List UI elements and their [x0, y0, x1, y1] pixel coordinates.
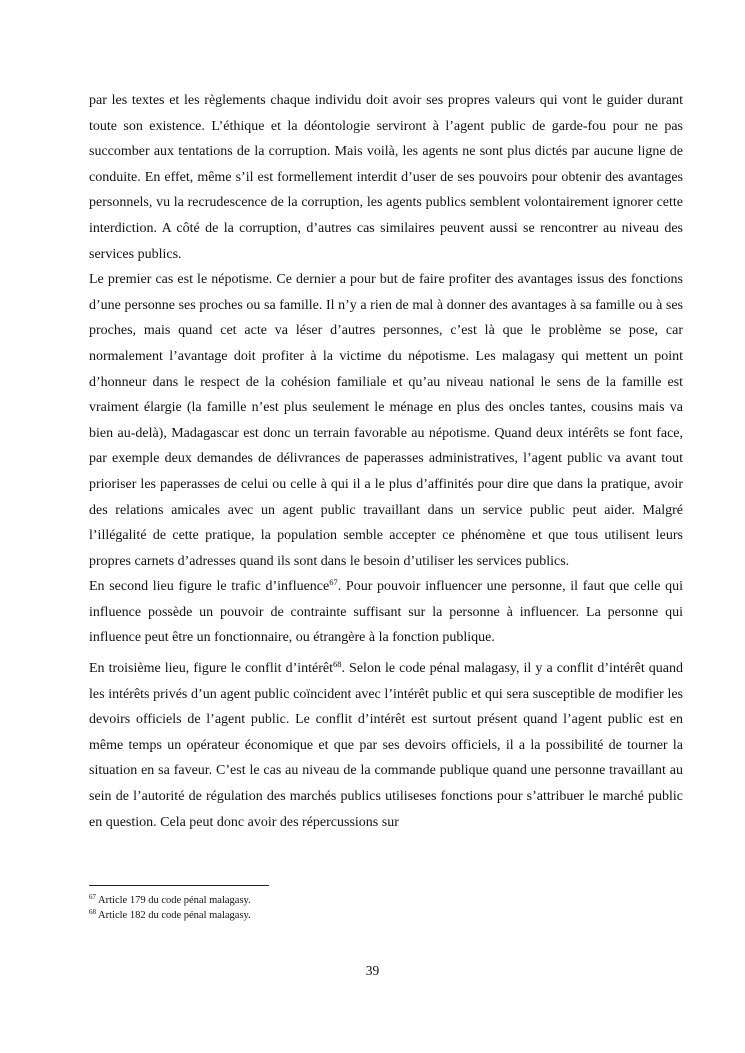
- paragraph-text: . Pour pouvoir influencer une personne, il faut que celle qui influence possède un pouvoir de contrainte suffisant sur la personne à influencer. La personne qui influence peut être un fonctionnaire, ou étrangère à la fonction publique.: [89, 579, 683, 646]
- footnote: [89, 908, 683, 923]
- paragraph-nepotism: Le premier cas est le népotisme. Ce dernier a pour but de faire profiter des avantages issus des fonctions d’une personne ses proches ou sa famille. Il n’y a rien de mal à donner des avantages à sa famille ou à ses proches, mais quand cet acte va léser d’autres personnes, c’est là que le problème se pose, car normalement l’avantage doit profiter à la victime du népotisme. Les malagasy qui mettent un point d’honneur dans le respect de la cohésion familiale et qu’au niveau national le sens de la famille est vraiment élargie (la famille n’est plus seulement le ménage en plus des oncles tantes, cousins mais va bien au-delà), Madagascar est donc un terrain favorable au népotisme. Quand deux intérêts se font face, par exemple deux demandes de délivrances de paperasses administratives, l’agent public va avant tout prioriser les paperasses de celui ou celle à qui il a le plus d’affinités pour dire que dans la pratique, avoir des relations amicales avec un agent public travaillant dans un service public peut aider. Malgré l’illégalité de cette pratique, la population semble accepter ce phénomène et que tous utilisent leurs propres carnets d’adresses quand ils sont dans le besoin d’utiliser les services publics.: [89, 272, 683, 569]
- footnote-number: 68: [89, 908, 96, 916]
- paragraph-text: En second lieu figure le trafic d’influence: [89, 579, 330, 595]
- footnote-reference[interactable]: 67: [329, 577, 338, 588]
- footnote-divider: [89, 885, 269, 886]
- paragraph-influence-trafficking: [89, 574, 683, 651]
- paragraph-text: En troisième lieu, figure le conflit d’intérêt: [89, 661, 333, 677]
- page-number: 39: [365, 963, 380, 978]
- paragraph-text: . Selon le code pénal malagasy, il y a conflit d’intérêt quand les intérêts privés d’un agent public coïncident avec l’intérêt public et qui sera susceptible de modifier les devoirs officiels de l’agent public. Le conflit d’intérêt est surtout présent quand l’agent public est en même temps un opérateur économique et que par ses devoirs officiels, il a la possibilité de tourner la situation en sa faveur. C’est le cas au niveau de la commande publique quand une personne travaillant au sein de l’autorité de régulation des marchés publics utiliseses fonctions pour s’attribuer le marché public en question. Cela peut donc avoir des répercussions sur: [89, 661, 684, 830]
- footnote-text: Article 182 du code pénal malagasy.: [96, 910, 251, 921]
- paragraph-ethics: par les textes et les règlements chaque individu doit avoir ses propres valeurs qui vont le guider durant toute son existence. L’éthique et la déontologie serviront à l’agent public de garde-fou pour ne pas succomber aux tentations de la corruption. Mais voilà, les agents ne sont plus dictés par aucune ligne de conduite. En effet, même s’il est formellement interdit d’user de ses pouvoirs pour obtenir des avantages personnels, vu la recrudescence de la corruption, les agents publics semblent volontairement ignorer cette interdiction. A côté de la corruption, d’autres cas similaires peuvent aussi se rencontrer au niveau des services publics.: [89, 93, 683, 262]
- footnote-number: 67: [89, 893, 96, 901]
- footnote-reference[interactable]: 68: [333, 659, 342, 670]
- footnotes: [89, 893, 683, 923]
- footnote: [89, 893, 683, 908]
- footnote-text: Article 179 du code pénal malagasy.: [96, 895, 251, 906]
- body-text: [89, 88, 683, 835]
- paragraph-conflict-of-interest: [89, 656, 683, 835]
